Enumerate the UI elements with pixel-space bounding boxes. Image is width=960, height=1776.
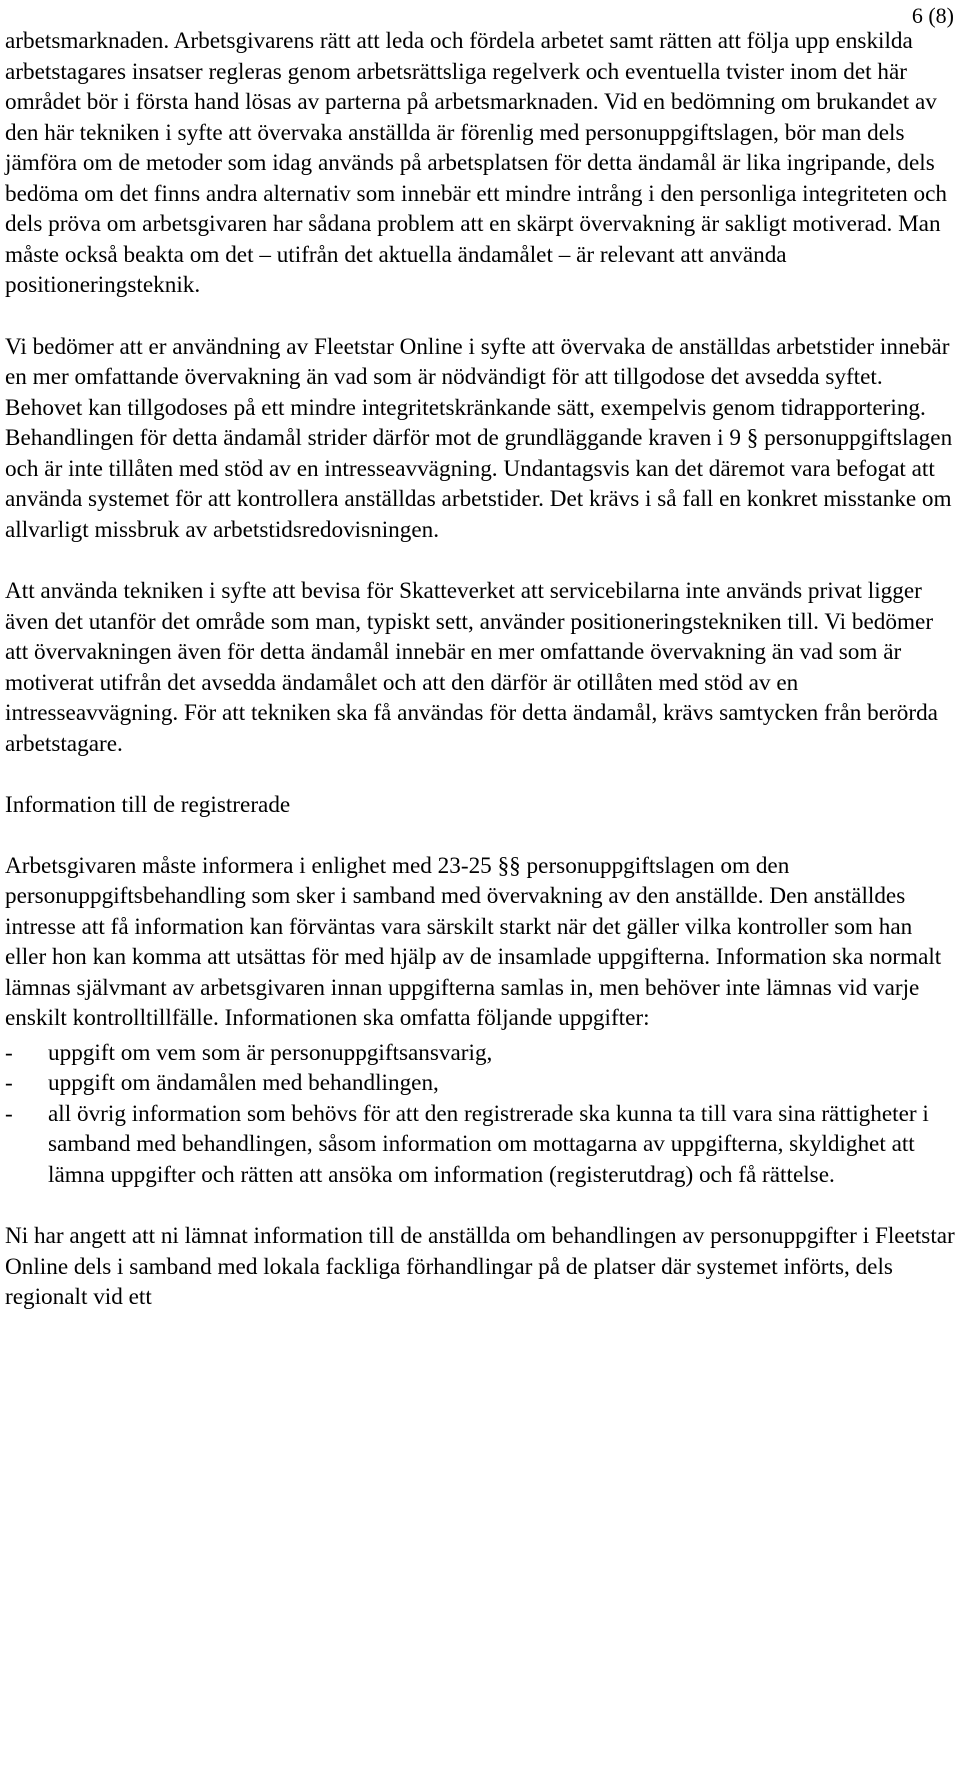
paragraph-information: Arbetsgivaren måste informera i enlighet med 23-25 §§ personuppgiftslagen om den personuppgiftsbehandling som sker i samband med övervakning av den anställde. Den anställdes intresse att få information kan förväntas vara särskilt starkt när det gäller vilka kontroller som han eller hon kan komma att utsättas för med hjälp av de insamlade uppgifterna. Information ska normalt lämnas självmant av arbetsgivaren innan uppgifterna samlas in, men behöver inte lämnas vid varje enskilt kontrolltillfälle. Informationen ska omfatta följande uppgifter:	[5, 852, 942, 1031]
paragraph-working-hours: Vi bedömer att er användning av Fleetstar Online i syfte att övervaka de anställdas arbetstider innebär en mer omfattande övervakning än vad som är nödvändigt för att tillgodose det avsedda syftet. Behovet kan tillgodoses på ett mindre integritetskränkande sätt, exempelvis genom tidrapportering. Behandlingen för detta ändamål strider därför mot de grundläggande kraven i 9 § personuppgiftslagen och är inte tillåten med stöd av en intresseavvägning. Undantagsvis kan det däremot vara befogat att använda systemet för att kontrollera anställdas arbetstider. Det krävs i så fall en konkret misstanke om allvarligt missbruk av arbetstidsredovisningen.	[5, 333, 953, 543]
page-number: 6 (8)	[911, 3, 954, 28]
document-body	[5, 26, 955, 1313]
list-item	[5, 1038, 955, 1069]
paragraph-final: Ni har angett att ni lämnat information till de anställda om behandlingen av personuppgifter i Fleetstar Online dels i samband med lokala fackliga förhandlingar på de platser där systemet införts, dels regionalt vid ett	[5, 1223, 955, 1310]
list-dash: -	[5, 1039, 13, 1066]
list-item-text: all övrig information som behövs för att den registrerade ska kunna ta till vara sina rättigheter i samband med behandlingen, såsom information om mottagarna av uppgifterna, skyldighet att lämna uppgifter och rätten att ansöka om information (registerutdrag) och få rättelse.	[48, 1100, 929, 1188]
paragraph-assessment: arbetsmarknaden. Arbetsgivarens rätt att leda och fördela arbetet samt rätten att följa upp enskilda arbetstagares insatser regleras genom arbetsrättsliga regelverk och eventuella tvister inom det här området bör i första hand lösas av parterna på arbetsmarknaden. Vid en bedömning om brukandet av den här tekniken i syfte att övervaka anställda är förenlig med personuppgiftslagen, bör man dels jämföra om de metoder som idag används på arbetsplatsen för detta ändamål är lika ingripande, dels bedöma om det finns andra alternativ som innebär ett mindre intrång i den personliga integriteten och dels pröva om arbetsgivaren har sådana problem att en skärpt övervakning är sakligt motiverad. Man måste också beakta om det – utifrån det aktuella ändamålet – är relevant att använda positioneringsteknik.	[5, 28, 948, 298]
list-item-text: uppgift om vem som är personuppgiftsansvarig,	[48, 1039, 493, 1066]
list-item-text: uppgift om ändamålen med behandlingen,	[48, 1070, 439, 1096]
list-dash: -	[5, 1070, 13, 1096]
section-heading: Information till de registrerade	[5, 792, 291, 818]
list-item	[5, 1068, 955, 1099]
list-dash: -	[5, 1100, 13, 1127]
information-list	[5, 1038, 955, 1191]
list-item	[5, 1099, 955, 1191]
paragraph-tax-agency: Att använda tekniken i syfte att bevisa för Skatteverket att servicebilarna inte används privat ligger även det utanför det område som man, typiskt sett, använder positioneringstekniken till. Vi bedömer att övervakningen även för detta ändamål innebär en mer omfattande övervakning än vad som är motiverat utifrån det avsedda ändamålet och att den därför är otillåten med stöd av en intresseavvägning. För att tekniken ska få användas för detta ändamål, krävs samtycken från berörda arbetstagare.	[5, 578, 938, 757]
